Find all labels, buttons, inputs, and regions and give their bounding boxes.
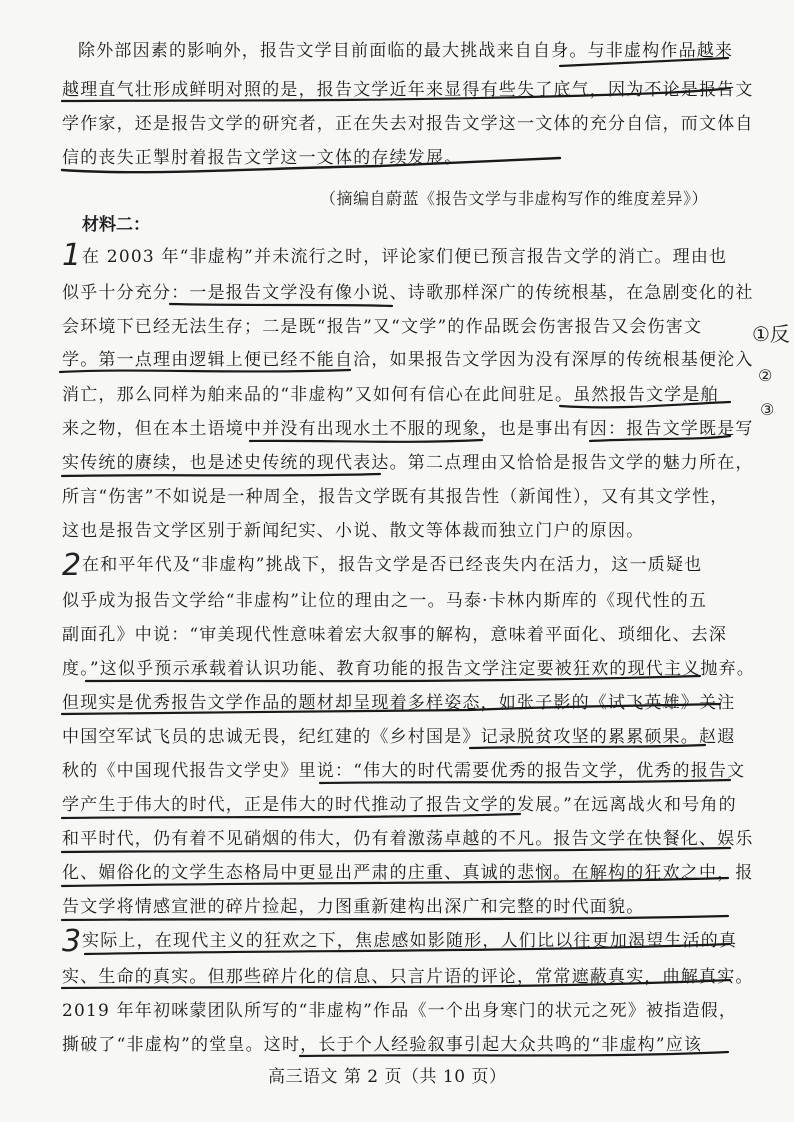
body-line: 似乎十分充分：一是报告文学没有像小说、诗歌那样深广的传统根基，在急剧变化的社 — [62, 283, 754, 303]
page-footer: 高三语文 第 2 页（共 10 页） — [268, 1067, 507, 1087]
body-line: 信的丧失正掣肘着报告文学这一文体的存续发展。 — [62, 148, 463, 168]
margin-note: ② — [758, 366, 773, 385]
body-line: 秋的《中国现代报告文学史》里说：“伟大的时代需要优秀的报告文学，优秀的报告文 — [62, 761, 746, 781]
body-line: 所言“伤害”不如说是一种周全，报告文学既有其报告性（新闻性），又有其文学性， — [62, 487, 729, 507]
handwritten-number-1: 1 — [62, 238, 82, 273]
body-line: 学。第一点理由逻辑上便已经不能自洽，如果报告文学因为没有深厚的传统根基便沦入 — [62, 350, 754, 370]
source-citation: （摘编自蔚蓝《报告文学与非虚构写作的维度差异》） — [320, 189, 709, 208]
body-line: 中国空军试飞员的忠诚无畏，纪红建的《乡村国是》记录脱贫攻坚的累累硕果。赵遐 — [62, 727, 736, 747]
body-line: 度。”这似乎预示承载着认识功能、教育功能的报告文学注定要被狂欢的现代主义抛弃。 — [62, 659, 755, 679]
body-line: 学作家，还是报告文学的研究者，正在失去对报告文学这一文体的充分自信，而文体自 — [62, 114, 754, 134]
body-line: 似乎成为报告文学给“非虚构”让位的理由之一。马泰·卡林内斯库的《现代性的五 — [62, 591, 708, 611]
body-line: 实际上，在现代主义的狂欢之下，焦虑感如影随形，人们比以往更加渴望生活的真 — [82, 931, 738, 951]
body-line: 和平时代，仍有着不见硝烟的伟大，仍有着激荡卓越的不凡。报告文学在快餐化、娱乐 — [62, 829, 754, 849]
body-line: 消亡，那么同样为舶来品的“非虚构”又如何有信心在此间驻足。虽然报告文学是舶 — [62, 385, 719, 405]
body-line: 2019 年年初咪蒙团队所写的“非虚构”作品《一个出身寒门的状元之死》被指造假， — [62, 1001, 738, 1021]
body-line: 撕破了“非虚构”的堂皇。这时，长于个人经验叙事引起大众共鸣的“非虚构”应该 — [62, 1035, 703, 1055]
body-line: 化、媚俗化的文学生态格局中更显出严肃的庄重、真诚的悲悯。在解构的狂欢之中，报 — [62, 863, 754, 883]
body-line: 会环境下已经无法生存；二是既“报告”又“文学”的作品既会伤害报告又会伤害文 — [62, 317, 703, 337]
margin-note: ③ — [760, 400, 775, 419]
handwritten-number-2: 2 — [62, 548, 82, 583]
body-line: 实、生命的真实。但那些碎片化的信息、只言片语的评论，常常遮蔽真实，曲解真实。 — [62, 967, 754, 987]
margin-note: ①反 — [752, 322, 790, 346]
body-line: 越理直气壮形成鲜明对照的是，报告文学近年来显得有些失了底气，因为不论是报告文 — [62, 80, 754, 100]
body-line: 告文学将情感宣泄的碎片捡起，力图重新建构出深广和完整的时代面貌。 — [62, 897, 645, 917]
body-line: 学产生于伟大的时代，正是伟大的时代推动了报告文学的发展。”在远离战火和号角的 — [62, 795, 737, 815]
body-line: 除外部因素的影响外，报告文学目前面临的最大挑战来自自身。与非虚构作品越来 — [78, 41, 734, 61]
body-line: 来之物，但在本土语境中并没有出现水土不服的现象，也是事出有因：报告文学既是写 — [62, 419, 754, 439]
body-line: 副面孔》中说：“审美现代性意味着宏大叙事的解构，意味着平面化、琐细化、去深 — [62, 625, 728, 645]
handwritten-number-3: 3 — [62, 924, 82, 959]
body-line: 但现实是优秀报告文学作品的题材却呈现着多样姿态，如张子影的《试飞英雄》关注 — [62, 693, 736, 713]
body-line: 在和平年代及“非虚构”挑战下，报告文学是否已经丧失内在活力，这一质疑也 — [82, 555, 703, 575]
body-line: 实传统的赓续，也是述史传统的现代表达。第二点理由又恰恰是报告文学的魅力所在， — [62, 453, 754, 473]
body-line: 在 2003 年“非虚构”并未流行之时，评论家们便已预言报告文学的消亡。理由也 — [82, 247, 728, 267]
section-heading: 材料二： — [82, 215, 150, 235]
body-line: 这也是报告文学区别于新闻纪实、小说、散文等体裁而独立门户的原因。 — [62, 521, 645, 541]
